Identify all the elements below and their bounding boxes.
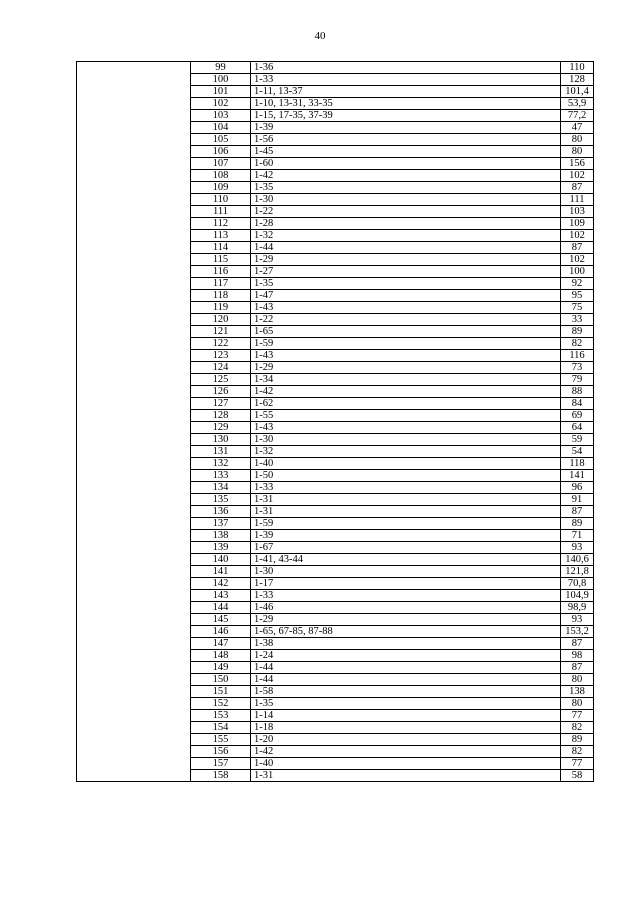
value-cell: 87 [561, 662, 594, 674]
value-cell: 88 [561, 386, 594, 398]
range-cell: 1-40 [251, 458, 561, 470]
value-cell: 84 [561, 398, 594, 410]
row-number-cell: 115 [191, 254, 251, 266]
range-cell: 1-62 [251, 398, 561, 410]
range-cell: 1-30 [251, 566, 561, 578]
row-number-cell: 126 [191, 386, 251, 398]
row-number-cell: 152 [191, 698, 251, 710]
empty-merged-cell [77, 62, 191, 782]
value-cell: 75 [561, 302, 594, 314]
row-number-cell: 149 [191, 662, 251, 674]
value-cell: 141 [561, 470, 594, 482]
range-cell: 1-35 [251, 182, 561, 194]
row-number-cell: 119 [191, 302, 251, 314]
value-cell: 111 [561, 194, 594, 206]
value-cell: 96 [561, 482, 594, 494]
row-number-cell: 151 [191, 686, 251, 698]
row-number-cell: 156 [191, 746, 251, 758]
row-number-cell: 147 [191, 638, 251, 650]
row-number-cell: 134 [191, 482, 251, 494]
range-cell: 1-34 [251, 374, 561, 386]
row-number-cell: 146 [191, 626, 251, 638]
value-cell: 80 [561, 674, 594, 686]
value-cell: 33 [561, 314, 594, 326]
value-cell: 102 [561, 170, 594, 182]
value-cell: 87 [561, 638, 594, 650]
value-cell: 118 [561, 458, 594, 470]
range-cell: 1-31 [251, 494, 561, 506]
row-number-cell: 113 [191, 230, 251, 242]
range-cell: 1-43 [251, 350, 561, 362]
range-cell: 1-10, 13-31, 33-35 [251, 98, 561, 110]
row-number-cell: 117 [191, 278, 251, 290]
row-number-cell: 142 [191, 578, 251, 590]
range-cell: 1-60 [251, 158, 561, 170]
value-cell: 80 [561, 146, 594, 158]
row-number-cell: 114 [191, 242, 251, 254]
range-cell: 1-14 [251, 710, 561, 722]
range-cell: 1-35 [251, 278, 561, 290]
row-number-cell: 154 [191, 722, 251, 734]
row-number-cell: 106 [191, 146, 251, 158]
value-cell: 58 [561, 770, 594, 782]
range-cell: 1-15, 17-35, 37-39 [251, 110, 561, 122]
range-cell: 1-30 [251, 434, 561, 446]
value-cell: 87 [561, 182, 594, 194]
value-cell: 80 [561, 134, 594, 146]
row-number-cell: 107 [191, 158, 251, 170]
row-number-cell: 108 [191, 170, 251, 182]
range-cell: 1-59 [251, 338, 561, 350]
range-cell: 1-44 [251, 674, 561, 686]
row-number-cell: 118 [191, 290, 251, 302]
row-number-cell: 112 [191, 218, 251, 230]
value-cell: 110 [561, 62, 594, 74]
row-number-cell: 157 [191, 758, 251, 770]
row-number-cell: 116 [191, 266, 251, 278]
value-cell: 82 [561, 722, 594, 734]
row-number-cell: 110 [191, 194, 251, 206]
value-cell: 73 [561, 362, 594, 374]
value-cell: 59 [561, 434, 594, 446]
value-cell: 77 [561, 758, 594, 770]
row-number-cell: 132 [191, 458, 251, 470]
row-number-cell: 129 [191, 422, 251, 434]
range-cell: 1-36 [251, 62, 561, 74]
value-cell: 69 [561, 410, 594, 422]
range-cell: 1-17 [251, 578, 561, 590]
range-cell: 1-39 [251, 530, 561, 542]
row-number-cell: 139 [191, 542, 251, 554]
value-cell: 109 [561, 218, 594, 230]
value-cell: 98 [561, 650, 594, 662]
row-number-cell: 130 [191, 434, 251, 446]
row-number-cell: 143 [191, 590, 251, 602]
range-cell: 1-42 [251, 746, 561, 758]
value-cell: 87 [561, 506, 594, 518]
data-table [76, 61, 594, 782]
range-cell: 1-35 [251, 698, 561, 710]
value-cell: 116 [561, 350, 594, 362]
range-cell: 1-28 [251, 218, 561, 230]
range-cell: 1-41, 43-44 [251, 554, 561, 566]
row-number-cell: 133 [191, 470, 251, 482]
range-cell: 1-50 [251, 470, 561, 482]
row-number-cell: 122 [191, 338, 251, 350]
range-cell: 1-42 [251, 170, 561, 182]
table-body [77, 62, 594, 782]
range-cell: 1-32 [251, 230, 561, 242]
row-number-cell: 137 [191, 518, 251, 530]
row-number-cell: 141 [191, 566, 251, 578]
range-cell: 1-67 [251, 542, 561, 554]
row-number-cell: 145 [191, 614, 251, 626]
value-cell: 47 [561, 122, 594, 134]
value-cell: 79 [561, 374, 594, 386]
range-cell: 1-42 [251, 386, 561, 398]
row-number-cell: 102 [191, 98, 251, 110]
row-number-cell: 124 [191, 362, 251, 374]
row-number-cell: 136 [191, 506, 251, 518]
value-cell: 64 [561, 422, 594, 434]
range-cell: 1-27 [251, 266, 561, 278]
row-number-cell: 153 [191, 710, 251, 722]
value-cell: 93 [561, 614, 594, 626]
value-cell: 102 [561, 254, 594, 266]
range-cell: 1-29 [251, 614, 561, 626]
range-cell: 1-55 [251, 410, 561, 422]
value-cell: 89 [561, 518, 594, 530]
value-cell: 80 [561, 698, 594, 710]
row-number-cell: 100 [191, 74, 251, 86]
table-row [77, 62, 594, 74]
value-cell: 121,8 [561, 566, 594, 578]
value-cell: 70,8 [561, 578, 594, 590]
value-cell: 89 [561, 326, 594, 338]
row-number-cell: 150 [191, 674, 251, 686]
range-cell: 1-33 [251, 590, 561, 602]
value-cell: 54 [561, 446, 594, 458]
row-number-cell: 111 [191, 206, 251, 218]
row-number-cell: 155 [191, 734, 251, 746]
row-number-cell: 123 [191, 350, 251, 362]
range-cell: 1-31 [251, 506, 561, 518]
range-cell: 1-43 [251, 302, 561, 314]
range-cell: 1-65 [251, 326, 561, 338]
range-cell: 1-44 [251, 242, 561, 254]
range-cell: 1-18 [251, 722, 561, 734]
row-number-cell: 99 [191, 62, 251, 74]
range-cell: 1-29 [251, 362, 561, 374]
range-cell: 1-43 [251, 422, 561, 434]
range-cell: 1-22 [251, 314, 561, 326]
value-cell: 101,4 [561, 86, 594, 98]
value-cell: 53,9 [561, 98, 594, 110]
value-cell: 82 [561, 746, 594, 758]
value-cell: 140,6 [561, 554, 594, 566]
range-cell: 1-58 [251, 686, 561, 698]
row-number-cell: 104 [191, 122, 251, 134]
row-number-cell: 103 [191, 110, 251, 122]
value-cell: 104,9 [561, 590, 594, 602]
row-number-cell: 121 [191, 326, 251, 338]
range-cell: 1-44 [251, 662, 561, 674]
value-cell: 138 [561, 686, 594, 698]
range-cell: 1-65, 67-85, 87-88 [251, 626, 561, 638]
range-cell: 1-20 [251, 734, 561, 746]
range-cell: 1-33 [251, 74, 561, 86]
value-cell: 156 [561, 158, 594, 170]
value-cell: 95 [561, 290, 594, 302]
value-cell: 89 [561, 734, 594, 746]
value-cell: 153,2 [561, 626, 594, 638]
row-number-cell: 105 [191, 134, 251, 146]
value-cell: 100 [561, 266, 594, 278]
row-number-cell: 158 [191, 770, 251, 782]
value-cell: 82 [561, 338, 594, 350]
row-number-cell: 120 [191, 314, 251, 326]
value-cell: 102 [561, 230, 594, 242]
value-cell: 87 [561, 242, 594, 254]
row-number-cell: 101 [191, 86, 251, 98]
value-cell: 92 [561, 278, 594, 290]
row-number-cell: 144 [191, 602, 251, 614]
row-number-cell: 109 [191, 182, 251, 194]
value-cell: 128 [561, 74, 594, 86]
range-cell: 1-24 [251, 650, 561, 662]
value-cell: 77 [561, 710, 594, 722]
row-number-cell: 138 [191, 530, 251, 542]
row-number-cell: 131 [191, 446, 251, 458]
range-cell: 1-33 [251, 482, 561, 494]
range-cell: 1-31 [251, 770, 561, 782]
range-cell: 1-40 [251, 758, 561, 770]
page-number: 40 [314, 30, 326, 42]
value-cell: 77,2 [561, 110, 594, 122]
value-cell: 91 [561, 494, 594, 506]
value-cell: 98,9 [561, 602, 594, 614]
row-number-cell: 128 [191, 410, 251, 422]
range-cell: 1-59 [251, 518, 561, 530]
range-cell: 1-39 [251, 122, 561, 134]
range-cell: 1-22 [251, 206, 561, 218]
range-cell: 1-46 [251, 602, 561, 614]
range-cell: 1-32 [251, 446, 561, 458]
range-cell: 1-11, 13-37 [251, 86, 561, 98]
range-cell: 1-45 [251, 146, 561, 158]
row-number-cell: 148 [191, 650, 251, 662]
range-cell: 1-29 [251, 254, 561, 266]
range-cell: 1-47 [251, 290, 561, 302]
range-cell: 1-56 [251, 134, 561, 146]
row-number-cell: 125 [191, 374, 251, 386]
value-cell: 93 [561, 542, 594, 554]
range-cell: 1-30 [251, 194, 561, 206]
row-number-cell: 127 [191, 398, 251, 410]
range-cell: 1-38 [251, 638, 561, 650]
value-cell: 71 [561, 530, 594, 542]
row-number-cell: 135 [191, 494, 251, 506]
value-cell: 103 [561, 206, 594, 218]
row-number-cell: 140 [191, 554, 251, 566]
